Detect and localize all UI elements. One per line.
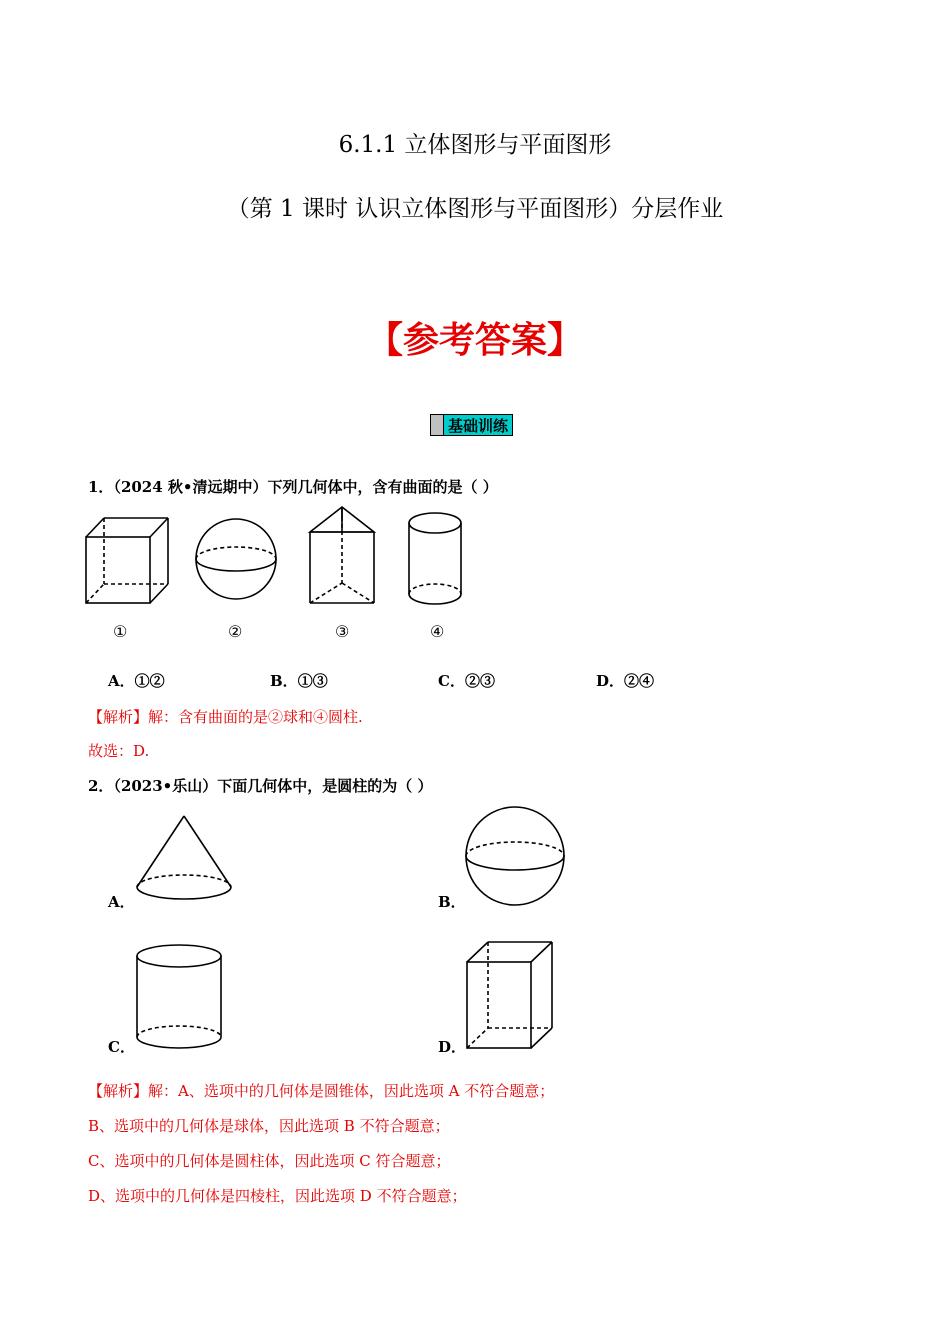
question-2 <box>88 775 433 796</box>
question-2-number: 2． <box>88 777 114 795</box>
q2-analysis-line-3: C、选项中的几何体是圆柱体，因此选项 C 符合题意； <box>88 1152 451 1170</box>
q1-analysis <box>88 706 363 727</box>
option-letter: B． <box>270 672 298 690</box>
analysis-text: 解：A、选项中的几何体是圆锥体，因此选项 A 不符合题意； <box>148 1082 555 1100</box>
q2-analysis-line-4: D、选项中的几何体是四棱柱，因此选项 D 不符合题意； <box>88 1187 467 1205</box>
figure-label-3: ③ <box>335 622 350 641</box>
figure-label-1: ① <box>113 622 128 641</box>
page-title: 6.1.1 立体图形与平面图形 <box>338 132 612 158</box>
q2-option-b[interactable]: B． <box>438 893 466 911</box>
badge-label: 基础训练 <box>444 414 513 436</box>
q2-analysis-line-2: B、选项中的几何体是球体，因此选项 B 不符合题意； <box>88 1117 450 1135</box>
option-text: ②③ <box>464 672 495 690</box>
sphere-figure <box>195 518 279 602</box>
analysis-tag: 【解析】 <box>88 1082 149 1100</box>
q2-option-a[interactable]: A． <box>108 893 135 911</box>
option-letter: C． <box>438 672 465 690</box>
option-letter: A． <box>108 672 135 690</box>
badge-marker <box>430 414 444 436</box>
question-2-stem: （2023•乐山）下面几何体中，是圆柱的为（ ） <box>113 777 433 795</box>
answer-heading: 【参考答案】 <box>366 320 583 361</box>
figure-label-4: ④ <box>430 622 445 641</box>
triangular-prism-figure <box>308 505 378 607</box>
option-text: ①③ <box>297 672 328 690</box>
sphere-figure-b <box>465 806 567 908</box>
section-badge <box>430 414 513 436</box>
analysis-tag: 【解析】 <box>88 708 149 726</box>
question-1-number: 1． <box>88 478 114 496</box>
cylinder-figure <box>408 512 464 608</box>
q1-option-b[interactable] <box>270 670 328 691</box>
option-text: ②④ <box>624 672 655 690</box>
analysis-text: 解：含有曲面的是②球和④圆柱. <box>148 708 363 726</box>
q1-option-d[interactable] <box>596 670 654 691</box>
q2-option-d[interactable]: D． <box>438 1038 467 1056</box>
page-subtitle: （第 1 课时 认识立体图形与平面图形）分层作业 <box>226 196 724 222</box>
prism-figure-d <box>466 940 556 1052</box>
cone-figure <box>136 814 236 906</box>
option-letter: D． <box>596 672 625 690</box>
q1-answer: 故选：D. <box>88 742 150 760</box>
q1-option-a[interactable] <box>108 670 165 691</box>
figure-label-2: ② <box>228 622 243 641</box>
cylinder-figure-c <box>136 944 224 1052</box>
q1-option-c[interactable] <box>438 670 495 691</box>
question-1-stem: （2024 秋•清远期中）下列几何体中，含有曲面的是（ ） <box>113 478 498 496</box>
q2-analysis-line-1 <box>88 1080 554 1101</box>
option-text: ①② <box>134 672 165 690</box>
q2-option-c[interactable]: C． <box>108 1038 135 1056</box>
cube-figure <box>86 515 170 607</box>
question-1 <box>88 476 498 497</box>
